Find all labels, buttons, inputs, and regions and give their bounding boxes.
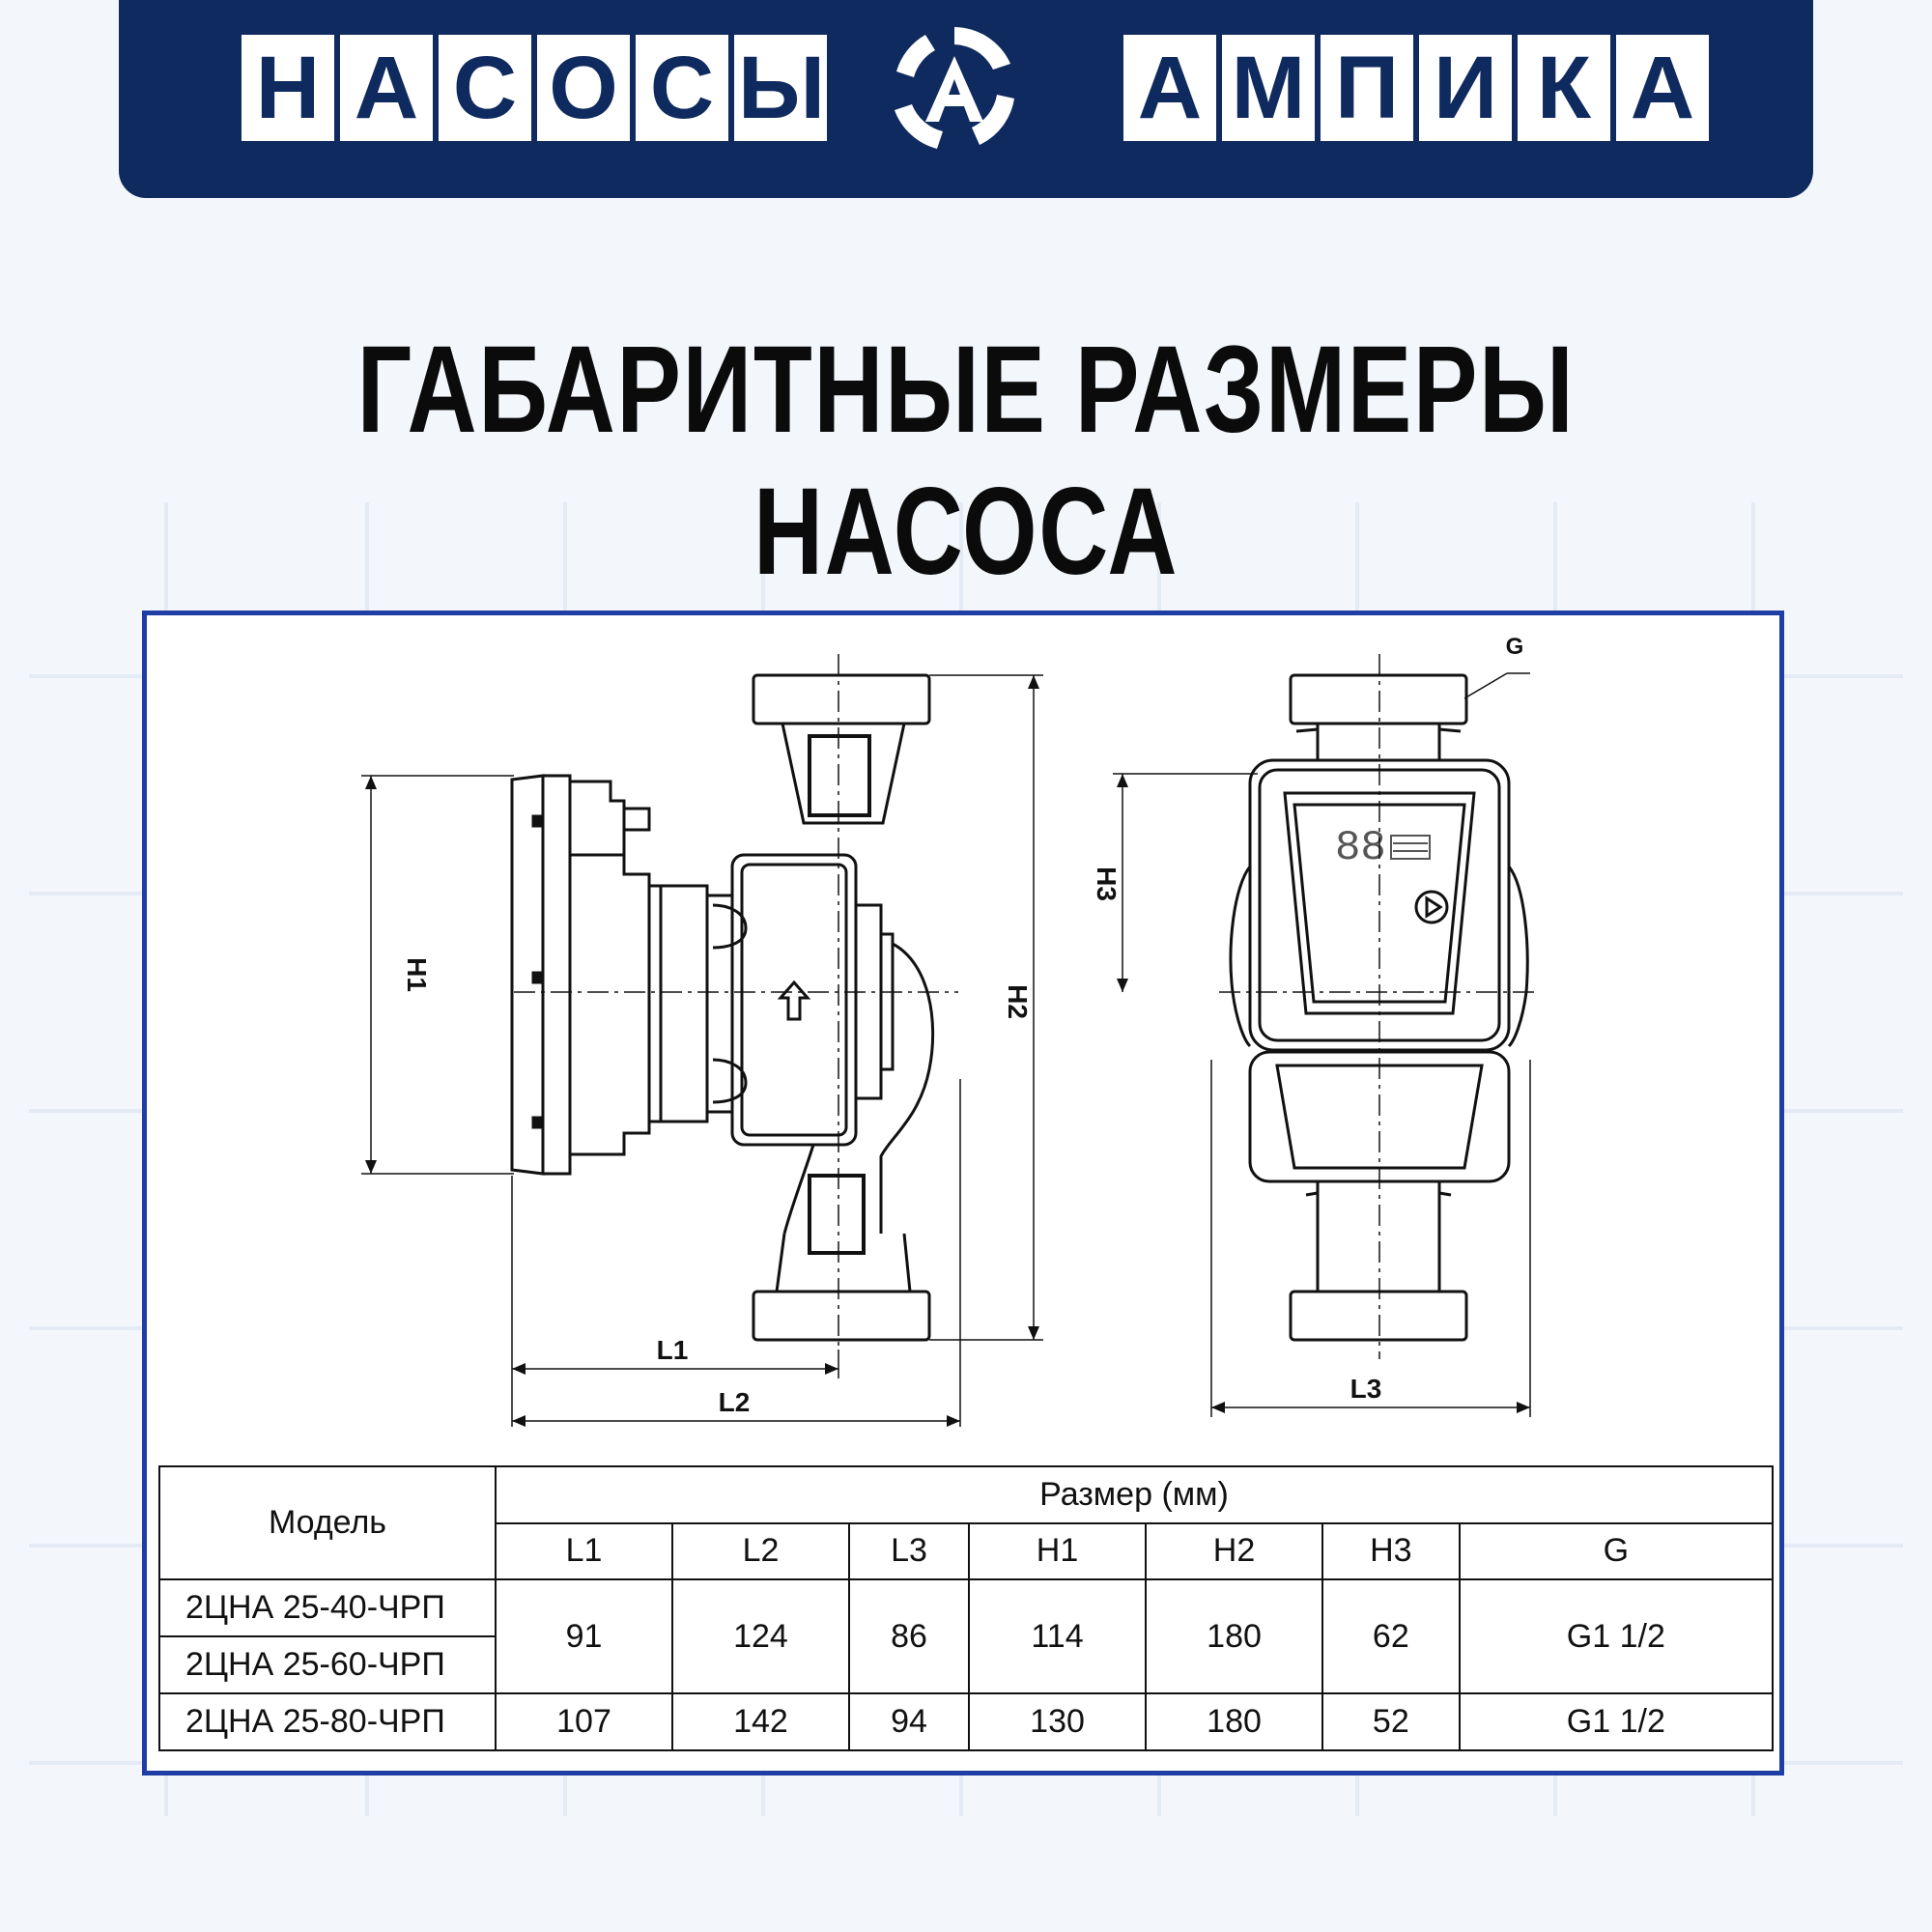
brand-letter: М bbox=[1222, 35, 1315, 141]
table-row bbox=[159, 1579, 1773, 1636]
column-header: H3 bbox=[1322, 1523, 1460, 1580]
value-l2: 142 bbox=[672, 1693, 849, 1750]
table-row bbox=[159, 1693, 1773, 1750]
column-header: G bbox=[1460, 1523, 1773, 1580]
value-l3: 86 bbox=[849, 1579, 969, 1693]
value-h3: 62 bbox=[1322, 1579, 1460, 1693]
page-title: ГАБАРИТНЫЕ РАЗМЕРЫ НАСОСА bbox=[356, 321, 1576, 601]
value-h1: 114 bbox=[969, 1579, 1146, 1693]
column-header: H2 bbox=[1146, 1523, 1322, 1580]
column-header: L3 bbox=[849, 1523, 969, 1580]
value-l3: 94 bbox=[849, 1693, 969, 1750]
brand-letter: А bbox=[1616, 35, 1709, 141]
dim-label-l3: L3 bbox=[1350, 1374, 1382, 1404]
dim-label-g: G bbox=[1505, 634, 1524, 660]
dim-label-h3: H3 bbox=[1092, 867, 1122, 901]
svg-text:88: 88 bbox=[1335, 824, 1386, 872]
table-header-model: Модель bbox=[159, 1466, 496, 1579]
model-name: 2ЦНА 25-40-ЧРП bbox=[159, 1579, 496, 1636]
header-banner bbox=[119, 0, 1813, 198]
column-header: H1 bbox=[969, 1523, 1146, 1580]
svg-text:А: А bbox=[954, 21, 955, 22]
value-h2: 180 bbox=[1146, 1693, 1322, 1750]
brand-letter: С bbox=[439, 35, 531, 141]
dimensions-table bbox=[158, 1465, 1774, 1751]
brand-logo-icon bbox=[887, 21, 1022, 156]
model-name: 2ЦНА 25-60-ЧРП bbox=[159, 1636, 496, 1693]
dim-label-l1: L1 bbox=[656, 1335, 689, 1365]
brand-letter: Н bbox=[242, 35, 334, 141]
brand-word-ampika bbox=[1123, 35, 1709, 141]
model-name: 2ЦНА 25-80-ЧРП bbox=[159, 1693, 496, 1750]
table-header-size: Размер (мм) bbox=[496, 1466, 1773, 1523]
brand-letter: А bbox=[1123, 35, 1216, 141]
brand-letter: Ы bbox=[734, 35, 827, 141]
dim-label-l2: L2 bbox=[718, 1387, 751, 1417]
value-l1: 107 bbox=[496, 1693, 672, 1750]
dim-label-h1: H1 bbox=[402, 957, 432, 992]
brand-letter: И bbox=[1419, 35, 1512, 141]
value-h1: 130 bbox=[969, 1693, 1146, 1750]
brand-letter: С bbox=[636, 35, 728, 141]
value-l2: 124 bbox=[672, 1579, 849, 1693]
dim-label-h2: H2 bbox=[1003, 984, 1033, 1019]
pump-drawing bbox=[147, 615, 1779, 1452]
brand-letter: А bbox=[340, 35, 433, 141]
column-header: L1 bbox=[496, 1523, 672, 1580]
drawing-frame bbox=[142, 611, 1784, 1776]
value-h3: 52 bbox=[1322, 1693, 1460, 1750]
value-l1: 91 bbox=[496, 1579, 672, 1693]
side-view bbox=[512, 675, 933, 1340]
value-g: G1 1/2 bbox=[1460, 1693, 1773, 1750]
column-header: L2 bbox=[672, 1523, 849, 1580]
brand-word-nasosy bbox=[242, 35, 827, 141]
value-h2: 180 bbox=[1146, 1579, 1322, 1693]
brand-letter: О bbox=[537, 35, 630, 141]
brand-letter: П bbox=[1321, 35, 1413, 141]
value-g: G1 1/2 bbox=[1460, 1579, 1773, 1693]
brand-letter: К bbox=[1518, 35, 1610, 141]
